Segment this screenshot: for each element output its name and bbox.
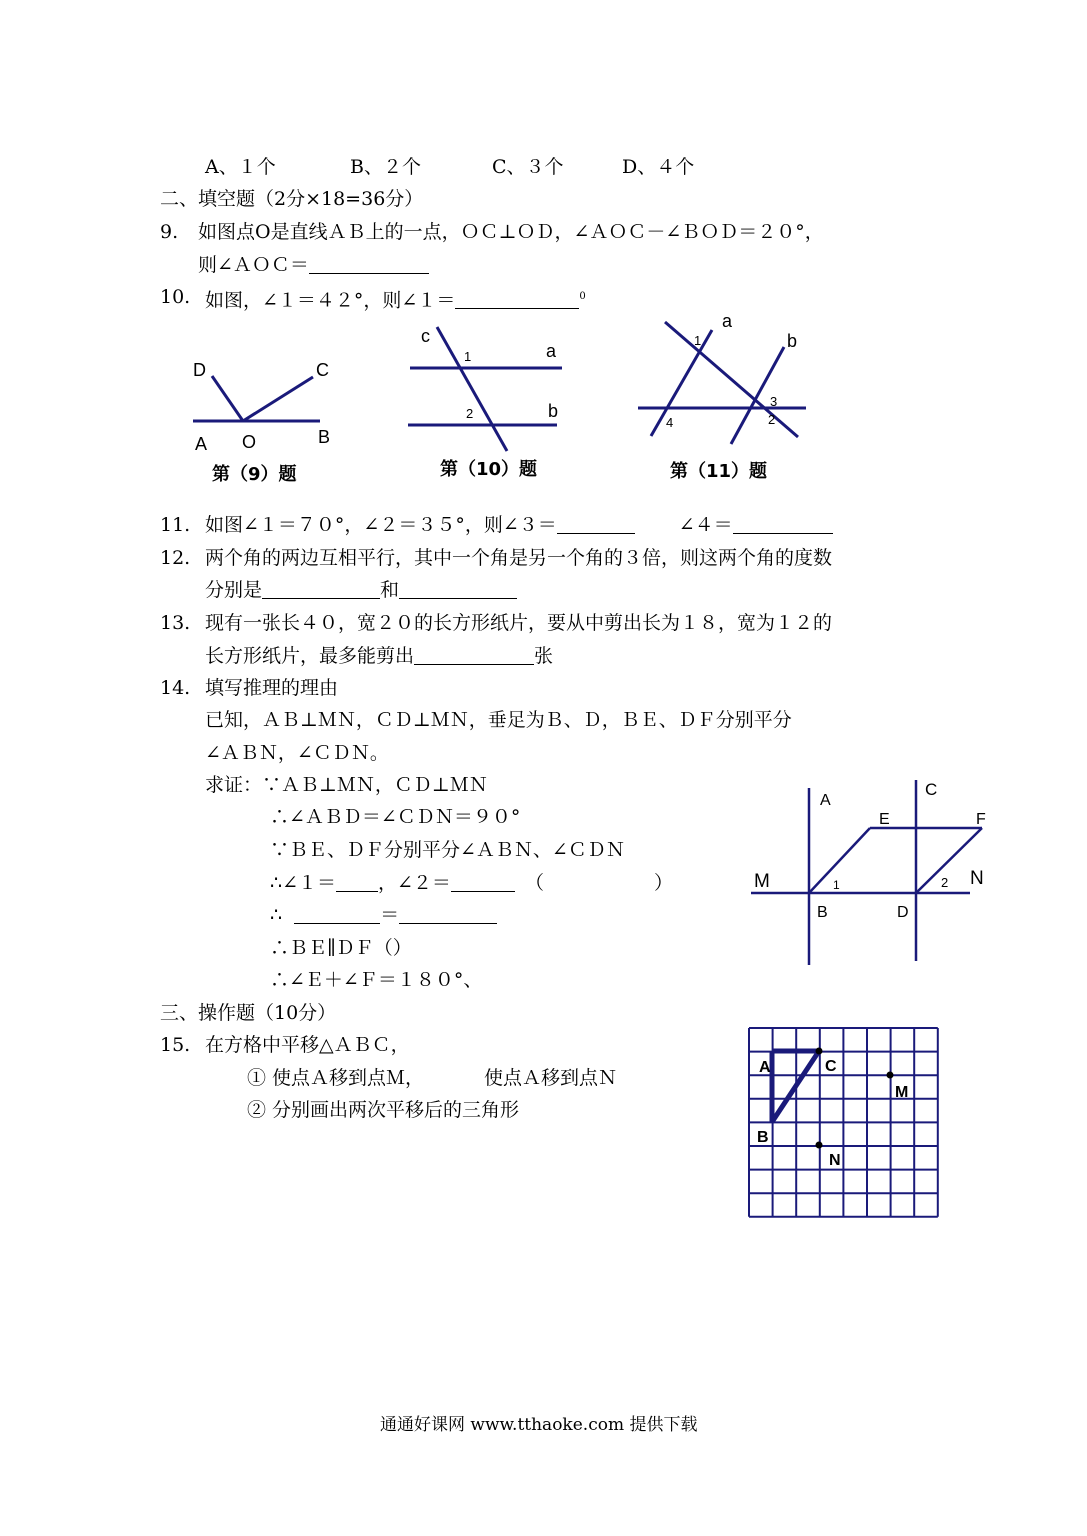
q13-blank[interactable] [414, 644, 534, 665]
fig11-angle-2: 2 [768, 412, 776, 427]
q11-angle4-label: ∠４＝ [678, 514, 733, 536]
q13-line2 [205, 644, 553, 668]
q15-number: 15. [160, 1034, 191, 1056]
q13-text-b: 张 [534, 645, 554, 667]
figure-10 [408, 327, 562, 451]
fig10-angle-2: 2 [466, 406, 474, 421]
q14-given2: ∠ＡＢＮ，∠ＣＤＮ。 [205, 742, 389, 764]
q11-line [205, 513, 833, 537]
q14-given1: 已知，ＡＢ⊥ＭＮ，ＣＤ⊥ＭＮ，垂足为Ｂ、Ｄ，ＢＥ、ＤＦ分别平分 [205, 709, 792, 731]
q11-text: 如图∠１＝７０°，∠２＝３５°，则∠３＝ [205, 514, 557, 536]
point-m-dot [887, 1072, 894, 1079]
q12-line2 [205, 578, 517, 602]
fig11-angle-4: 4 [666, 415, 674, 430]
q14-title: 填写推理的理由 [205, 677, 339, 699]
q15-step2: ② 分别画出两次平移后的三角形 [247, 1099, 520, 1121]
q13-text-a: 长方形纸片，最多能剪出 [205, 645, 415, 667]
fig9-label-b: B [318, 427, 331, 447]
q12-text-a: 分别是 [205, 579, 263, 601]
q14-proof5-blank-1[interactable] [294, 903, 380, 924]
q14-proof4-a: ∴∠１＝ [270, 872, 337, 894]
point-n-dot [816, 1142, 823, 1149]
q9-line1: 如图点O是直线ＡＢ上的一点，ＯＣ⊥ＯＤ，∠ＡＯＣ－∠ＢＯＤ＝２０°， [198, 221, 824, 243]
fig10-label-b: b [548, 401, 559, 421]
fig14-angle-1: 1 [833, 878, 840, 892]
q14-proof2: ∴∠ＡＢＤ＝∠ＣＤＮ＝９０° [270, 806, 521, 828]
fig14-label-e: E [879, 811, 890, 828]
section-3-heading: 三、操作题（10分） [160, 1002, 337, 1024]
fig9-label-c: C [316, 360, 329, 380]
q15-title: 在方格中平移△ＡＢＣ， [205, 1034, 410, 1056]
q14-proof4 [270, 871, 673, 895]
q10-number: 10. [160, 286, 191, 308]
fig10-angle-1: 1 [464, 349, 472, 364]
fig14-angle-2: 2 [941, 875, 949, 890]
fig9-label-a: A [195, 434, 208, 454]
q14-proof3: ∵ＢＥ、ＤＦ分别平分∠ＡＢＮ、∠ＣＤＮ [270, 839, 625, 861]
grid-label-b: B [757, 1129, 769, 1146]
q10-text: 如图，∠１＝４２°，则∠１＝ [205, 289, 456, 312]
q15-step1b: 使点Ａ移到点Ｎ [484, 1067, 618, 1089]
choice-c: C、３个 [492, 156, 564, 178]
q12-number: 12. [160, 547, 191, 569]
q12-line1: 两个角的两边互相平行，其中一个角是另一个角的３倍，则这两个角的度数 [205, 547, 833, 569]
q9-line2-text: 则∠ＡＯＣ＝ [198, 254, 309, 276]
q14-proof6: ∴ＢＥ∥ＤＦ（） [270, 937, 412, 959]
q11-angle3-blank[interactable] [557, 513, 635, 534]
fig10-label-c: c [421, 326, 430, 346]
choice-b: B、２个 [350, 156, 421, 178]
choice-a: A、１个 [205, 156, 276, 178]
q11-number: 11. [160, 514, 191, 536]
fig9-caption: 第（9）题 [212, 464, 297, 485]
fig11-angle-3: 3 [770, 394, 778, 409]
q10-degree-sup: 0 [579, 291, 586, 302]
q14-proof5-blank-2[interactable] [399, 903, 497, 924]
q14-proof5-equals: ＝ [380, 904, 400, 926]
fig14-label-d: D [897, 904, 909, 921]
fig9-label-o: O [242, 432, 257, 452]
q11-angle4-blank[interactable] [733, 513, 833, 534]
q14-angle1-blank[interactable] [336, 871, 378, 892]
fig11-angle-1: 1 [694, 333, 702, 348]
q14-proof5-therefore: ∴ [270, 904, 283, 926]
q12-blank-1[interactable] [262, 578, 380, 599]
q14-number: 14. [160, 677, 191, 699]
grid-label-m: M [895, 1084, 909, 1101]
figure-11 [638, 322, 806, 444]
q12-blank-2[interactable] [399, 578, 517, 599]
fig10-label-a: a [546, 341, 557, 361]
grid-label-a: A [759, 1059, 771, 1076]
fig9-label-d: D [193, 360, 206, 380]
figure-14 [751, 780, 982, 965]
choice-d: D、４个 [622, 156, 695, 178]
fig11-label-b: b [787, 331, 798, 351]
q9-number: 9. [160, 221, 179, 243]
figure-9 [193, 376, 320, 421]
section-2-heading: 二、填空题（2分×18=36分） [160, 188, 424, 210]
q14-proof4-open: （ [524, 872, 544, 894]
fig14-label-f: F [976, 811, 986, 828]
translation-grid [749, 1028, 938, 1217]
fig14-label-c: C [925, 780, 938, 799]
fig14-label-b: B [817, 904, 828, 921]
q14-proof7: ∴∠Ｅ＋∠Ｆ＝１８０°、 [270, 969, 483, 991]
fig11-caption: 第（11）题 [670, 461, 768, 482]
q13-number: 13. [160, 612, 191, 634]
q14-proof4-b: ，∠２＝ [378, 872, 451, 894]
q14-proof4-close: ） [653, 872, 673, 894]
q13-line1: 现有一张长４０，宽２０的长方形纸片，要从中剪出长为１８，宽为１２的 [205, 612, 833, 634]
q12-text-b: 和 [380, 579, 400, 601]
fig14-label-m: M [754, 871, 770, 892]
grid-label-n: N [829, 1152, 841, 1169]
fig11-label-a: a [722, 311, 733, 331]
q14-angle2-blank[interactable] [451, 871, 515, 892]
fig14-label-a: A [820, 792, 831, 809]
fig10-caption: 第（10）题 [440, 459, 538, 480]
q14-proof5 [270, 903, 497, 927]
fig14-label-n: N [970, 868, 984, 889]
grid-label-c: C [825, 1058, 837, 1075]
q14-proof1: 求证：∵ＡＢ⊥ＭＮ，ＣＤ⊥ＭＮ [205, 774, 488, 796]
q15-step1a: ① 使点Ａ移到点Ｍ， [247, 1067, 425, 1089]
footer: 通通好课网 www.tthaoke.com 提供下载 [380, 1415, 698, 1435]
point-c-dot [816, 1048, 823, 1055]
